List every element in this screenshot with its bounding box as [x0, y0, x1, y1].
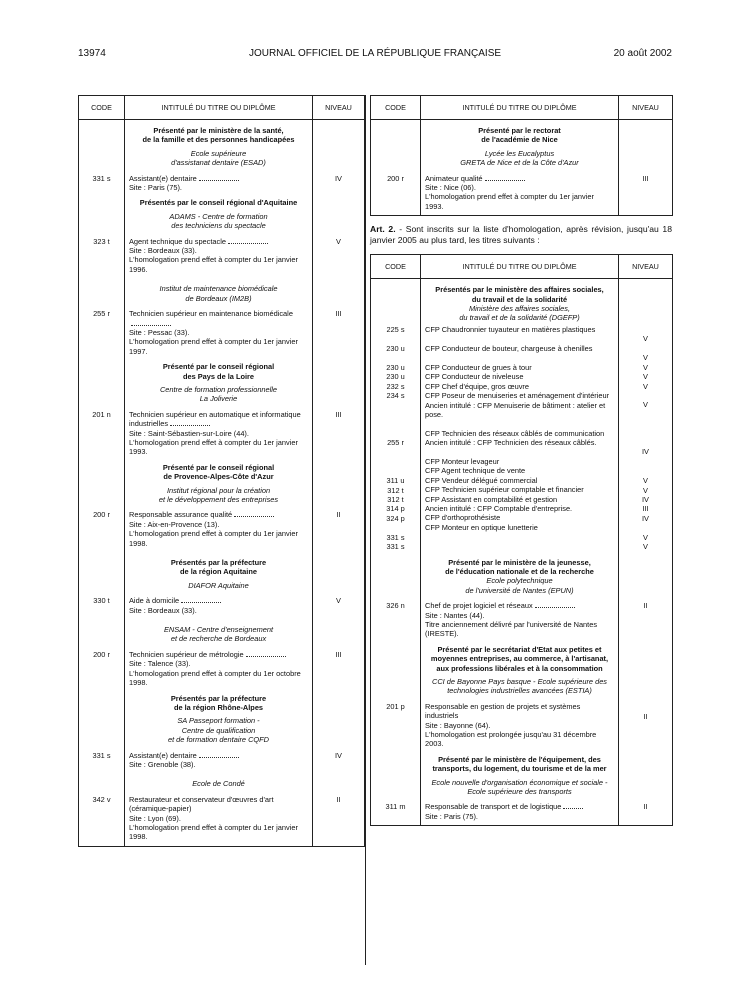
title-note: Titre anciennement délivré par l'université de Nantes (IRESTE). — [425, 619, 598, 639]
right-column — [370, 95, 672, 826]
row-level: V — [643, 485, 648, 495]
row-level: V — [643, 372, 648, 382]
row-code: 255 r — [387, 438, 404, 448]
effect-note: L'homologation prend effet à compter du 1er janvier 1997. — [129, 337, 298, 356]
diploma-title: Responsable assurance qualité — [129, 510, 308, 519]
section-heading-row — [79, 192, 365, 230]
diploma-title: Agent technique du spectacle — [129, 237, 308, 246]
site: Site : Nantes (44). — [425, 610, 485, 620]
row-level: III — [642, 504, 649, 514]
presenter-heading: de Provence-Alpes-Côte d'Azur — [163, 472, 274, 482]
institution-name: Ecole supérieure — [190, 148, 247, 158]
row-level: III — [313, 644, 365, 688]
diploma-title: CFP Agent technique de vente — [425, 466, 526, 476]
diploma-title: CFP Monteur levageur — [425, 456, 500, 466]
presenter-heading: de la région Aquitaine — [180, 567, 257, 577]
presenter-heading: Présentés par la préfecture — [170, 558, 267, 568]
section-heading-row — [79, 457, 365, 505]
row-code: 342 v — [79, 789, 125, 847]
diploma-title: Assistant(e) dentaire — [129, 174, 308, 183]
effect-note: L'homologation prend effet à compter du 1er octobre 1998. — [129, 668, 301, 688]
diploma-title: CFP Chaudronnier tuyauteur en matières plastiques — [425, 324, 596, 334]
row-level: IV — [642, 494, 649, 504]
article-2-paragraph — [370, 216, 672, 254]
table-row — [79, 231, 365, 275]
row-level: IV — [313, 745, 365, 770]
institution-name: Lycée les Eucalyptus — [484, 148, 555, 158]
institution-name: et de recherche de Bordeaux — [170, 634, 267, 644]
publication-date: 20 août 2002 — [613, 48, 672, 59]
site: Site : Aix-en-Provence (13). — [129, 519, 220, 529]
section-heading-row — [79, 615, 365, 644]
presenter-heading: Présenté par le rectorat — [478, 126, 561, 135]
table-row — [79, 644, 365, 688]
institution-name: ENSAM - Centre d'enseignement — [163, 625, 274, 635]
row-level: III — [619, 168, 673, 216]
row-code: 201 n — [79, 404, 125, 457]
former-title: Ancien intitulé : CFP Menuiserie de bâtiment : atelier et pose. — [425, 400, 606, 419]
diploma-title: CFP Technicien supérieur comptable et financier — [425, 485, 584, 495]
table-row — [371, 168, 673, 216]
diploma-title: CFP Conducteur de bouteur, chargeuse à chenilles — [425, 343, 593, 353]
row-level: II — [313, 789, 365, 847]
institution-name: Ecole de Condé — [192, 779, 245, 789]
site: Site : Nice (06). — [425, 183, 476, 193]
section-heading-row — [79, 769, 365, 788]
row-level: V — [643, 362, 648, 372]
table-row — [79, 168, 365, 193]
institution-name: de l'université de Nantes (EPUN) — [465, 585, 574, 595]
institution-name: Centre de qualification — [181, 725, 256, 735]
row-level: II — [619, 696, 673, 749]
row-code: 331 s — [386, 542, 405, 552]
row-code: 314 p — [386, 504, 405, 514]
presenter-heading: Présentés par la préfecture — [170, 693, 267, 703]
header-code: CODE — [79, 96, 125, 120]
presenter-heading: Présenté par le ministère de la jeunesse, — [448, 557, 591, 567]
row-code: 232 s — [386, 381, 405, 391]
row-code: 331 s — [79, 168, 125, 193]
institution-name: Ecole polytechnique — [486, 576, 553, 586]
diploma-title: Animateur qualité — [425, 174, 614, 183]
institution-name: CCI de Bayonne Pays basque - Ecole supérieure des technologies industrielles avancées (ESTIA) — [431, 677, 607, 696]
table-header-row — [79, 96, 365, 120]
row-code: 312 t — [387, 494, 404, 504]
institution-name: Ministère des affaires sociales, — [468, 304, 571, 314]
row-level: V — [313, 231, 365, 275]
diploma-title: Aide à domicile — [129, 596, 308, 605]
diploma-title: CFP Poseur de menuiseries et aménagement d'intérieur — [425, 391, 610, 401]
header-level: NIVEAU — [313, 96, 365, 120]
row-code: 331 s — [386, 532, 405, 542]
table-row — [79, 404, 365, 457]
institution-name: et le développement des entreprises — [158, 495, 279, 504]
site: Site : Pessac (33). — [129, 327, 190, 337]
presenter-heading: Présenté par le conseil régional — [162, 362, 275, 372]
institution-name: du travail et de la solidarité (DGEFP) — [459, 313, 580, 323]
row-level: V — [643, 532, 648, 542]
row-code: 200 r — [371, 168, 421, 216]
header-level: NIVEAU — [619, 255, 673, 279]
row-code: 230 u — [386, 362, 405, 372]
diploma-title: CFP Vendeur délégué commercial — [425, 475, 538, 485]
diploma-title: CFP Monteur en optique lunetterie — [425, 522, 538, 532]
row-code: 323 t — [79, 231, 125, 275]
institution-name: GRETA de Nice et de la Côte d'Azur — [460, 158, 579, 168]
diploma-title: Assistant(e) dentaire — [129, 751, 308, 760]
table-row — [79, 590, 365, 615]
section-heading-row — [371, 279, 673, 323]
site: Site : Bayonne (64). — [425, 720, 491, 730]
site: Site : Talence (33). — [129, 659, 191, 669]
site: Site : Grenoble (38). — [129, 759, 196, 769]
row-code: 201 p — [371, 696, 421, 749]
diploma-title: CFP Assistant en comptabilité et gestion — [425, 494, 558, 504]
institution-name: de Bordeaux (IM2B) — [185, 293, 252, 303]
row-level: IV — [642, 513, 649, 523]
former-title: Ancien intitulé : CFP Comptable d'entreprise. — [425, 503, 573, 513]
row-level: IV — [642, 447, 649, 457]
institution-name: SA Passeport formation - — [177, 716, 260, 726]
diploma-title: Responsable de transport et de logistique — [425, 802, 614, 811]
institution-name: Institut régional pour la création — [166, 485, 271, 495]
institution-name: des techniciens du spectacle — [171, 221, 266, 231]
effect-note: L'homologation prend effet à compter du 1er janvier 1993. — [129, 437, 298, 457]
row-code: 230 u — [386, 372, 405, 382]
row-level: V — [643, 352, 648, 362]
section-heading-row — [79, 274, 365, 303]
right-homologation-table — [370, 254, 673, 826]
article-label: Art. 2. — [370, 224, 396, 235]
cfp-list-row — [371, 323, 673, 552]
row-code: 311 u — [386, 476, 405, 486]
page-header — [78, 48, 672, 62]
diploma-title: Technicien supérieur de métrologie — [129, 650, 308, 659]
section-heading-row — [79, 548, 365, 590]
effect-note: L'homologation prend effet à compter du 1er janvier 1998. — [129, 529, 298, 548]
diploma-title: CFP Chef d'équipe, gros œuvre — [425, 381, 529, 391]
right-top-table — [370, 95, 673, 216]
table-row — [79, 504, 365, 548]
site: Site : Bordeaux (33). — [129, 605, 197, 615]
presenter-heading: du travail et de la solidarité — [471, 294, 568, 304]
presenter-heading: de l'éducation nationale et de la recherche — [445, 566, 594, 576]
row-level: II — [313, 504, 365, 548]
row-code: 311 m — [371, 796, 421, 825]
table-header-row — [371, 96, 673, 120]
diploma-title: CFP d'orthoprothésiste — [425, 513, 501, 523]
article-text: - Sont inscrits sur la liste d'homologation, après révision, jusqu'au 18 janvier 2005 au plus tard, les titres suivants : — [370, 224, 672, 246]
header-title: INTITULÉ DU TITRE OU DIPLÔME — [125, 96, 313, 120]
section-heading-row — [371, 120, 673, 168]
row-level: II — [619, 595, 673, 639]
diploma-title: Restaurateur et conservateur d'œuvres d'art (céramique-papier) — [129, 794, 274, 814]
row-code: 324 p — [386, 513, 405, 523]
row-code: 255 r — [79, 303, 125, 356]
effect-note: L'homologation prend effet à compter du 1er janvier 1993. — [425, 192, 594, 211]
table-row — [371, 696, 673, 749]
row-level: V — [643, 400, 648, 410]
row-code: 200 r — [79, 644, 125, 688]
site: Site : Paris (75). — [425, 811, 478, 821]
header-level: NIVEAU — [619, 96, 673, 120]
presenter-heading: Présentés par le ministère des affaires sociales, — [435, 285, 604, 295]
diploma-title: CFP Conducteur de niveleuse — [425, 372, 524, 382]
table-row — [79, 745, 365, 770]
row-code: 225 s — [386, 324, 405, 334]
presenter-heading: de la famille et des personnes handicapées — [142, 135, 295, 145]
header-title: INTITULÉ DU TITRE OU DIPLÔME — [421, 96, 619, 120]
column-separator — [365, 95, 366, 965]
section-heading-row — [79, 120, 365, 168]
row-code: 234 s — [386, 391, 405, 401]
page-number: 13974 — [78, 48, 106, 59]
row-level: V — [313, 590, 365, 615]
presenter-heading: Présenté par le ministère de la santé, — [153, 126, 284, 135]
diploma-title: CFP Technicien des réseaux câblés de communication — [425, 428, 605, 438]
diploma-title: Chef de projet logiciel et réseaux — [425, 601, 614, 610]
row-level: III — [313, 303, 365, 356]
institution-name: Centre de formation professionnelle — [159, 384, 278, 394]
row-level: V — [643, 381, 648, 391]
presenter-heading: Présenté par le ministère de l'équipement, des transports, du logement, du tourisme et de la mer — [432, 754, 607, 774]
former-title: Ancien intitulé : CFP Technicien des réseaux câblés. — [425, 437, 597, 447]
institution-name: d'assistanat dentaire (ESAD) — [171, 158, 266, 168]
section-heading-row — [371, 639, 673, 696]
institution-name: DIAFOR Aquitaine — [188, 580, 249, 590]
row-code: 200 r — [79, 504, 125, 548]
institution-name: La Joliverie — [199, 394, 238, 404]
section-heading-row — [371, 552, 673, 596]
presenter-heading: des Pays de la Loire — [182, 371, 255, 381]
table-row — [371, 796, 673, 825]
table-row — [79, 303, 365, 356]
presenter-heading: Présenté par le secrétariat d'Etat aux petites et moyennes entreprises, au commerce, à l'artisanat, aux professions libérales et à la consommation — [430, 644, 609, 673]
table-row — [79, 789, 365, 847]
table-row — [371, 595, 673, 639]
diploma-title: Technicien supérieur en automatique et informatique industrielles — [129, 409, 301, 429]
institution-name: et de formation dentaire CQFD — [167, 735, 270, 745]
institution-name: Institut de maintenance biomédicale — [159, 284, 278, 294]
left-homologation-table — [78, 95, 365, 847]
section-heading-row — [79, 356, 365, 404]
table-header-row — [371, 255, 673, 279]
row-code: 230 u — [386, 343, 405, 353]
section-heading-row — [79, 688, 365, 745]
presenter-heading: Présentés par le conseil régional d'Aquitaine — [139, 198, 298, 208]
row-code: 326 n — [371, 595, 421, 639]
row-code: 330 t — [79, 590, 125, 615]
row-level: IV — [313, 168, 365, 193]
header-code: CODE — [371, 255, 421, 279]
row-code: 312 t — [387, 485, 404, 495]
presenter-heading: de l'académie de Nice — [481, 135, 558, 145]
presenter-heading: de la région Rhône-Alpes — [173, 702, 264, 712]
header-code: CODE — [371, 96, 421, 120]
institution-name: ADAMS - Centre de formation — [169, 211, 268, 221]
diploma-title: Technicien supérieur en maintenance biomédicale — [129, 309, 308, 328]
left-column — [78, 95, 364, 847]
row-level: II — [619, 796, 673, 825]
institution-name: Ecole nouvelle d'organisation économique et sociale - Ecole supérieure des transports — [431, 777, 608, 797]
effect-note: L'homologation prend effet à compter du 1er janvier 1998. — [129, 822, 298, 842]
row-level: V — [643, 542, 648, 552]
row-level: III — [313, 404, 365, 457]
header-title: INTITULÉ DU TITRE OU DIPLÔME — [421, 255, 619, 279]
row-level: V — [643, 333, 648, 343]
journal-title: JOURNAL OFFICIEL DE LA RÉPUBLIQUE FRANÇAISE — [248, 48, 502, 59]
effect-note: L'homologation prend effet à compter du 1er janvier 1996. — [129, 255, 298, 274]
effect-note: L'homologation est prolongée jusqu'au 31 décembre 2003. — [425, 730, 597, 749]
row-level: V — [643, 476, 648, 486]
site: Site : Saint-Sébastien-sur-Loire (44). — [129, 428, 249, 438]
site: Site : Lyon (69). — [129, 813, 181, 823]
row-code: 331 s — [79, 745, 125, 770]
site: Site : Bordeaux (33). — [129, 246, 197, 256]
diploma-title: CFP Conducteur de grues à tour — [425, 362, 532, 372]
diploma-title: Responsable en gestion de projets et systèmes industriels — [425, 701, 581, 721]
site: Site : Paris (75). — [129, 183, 182, 193]
section-heading-row — [371, 749, 673, 797]
presenter-heading: Présenté par le conseil régional — [162, 462, 275, 472]
